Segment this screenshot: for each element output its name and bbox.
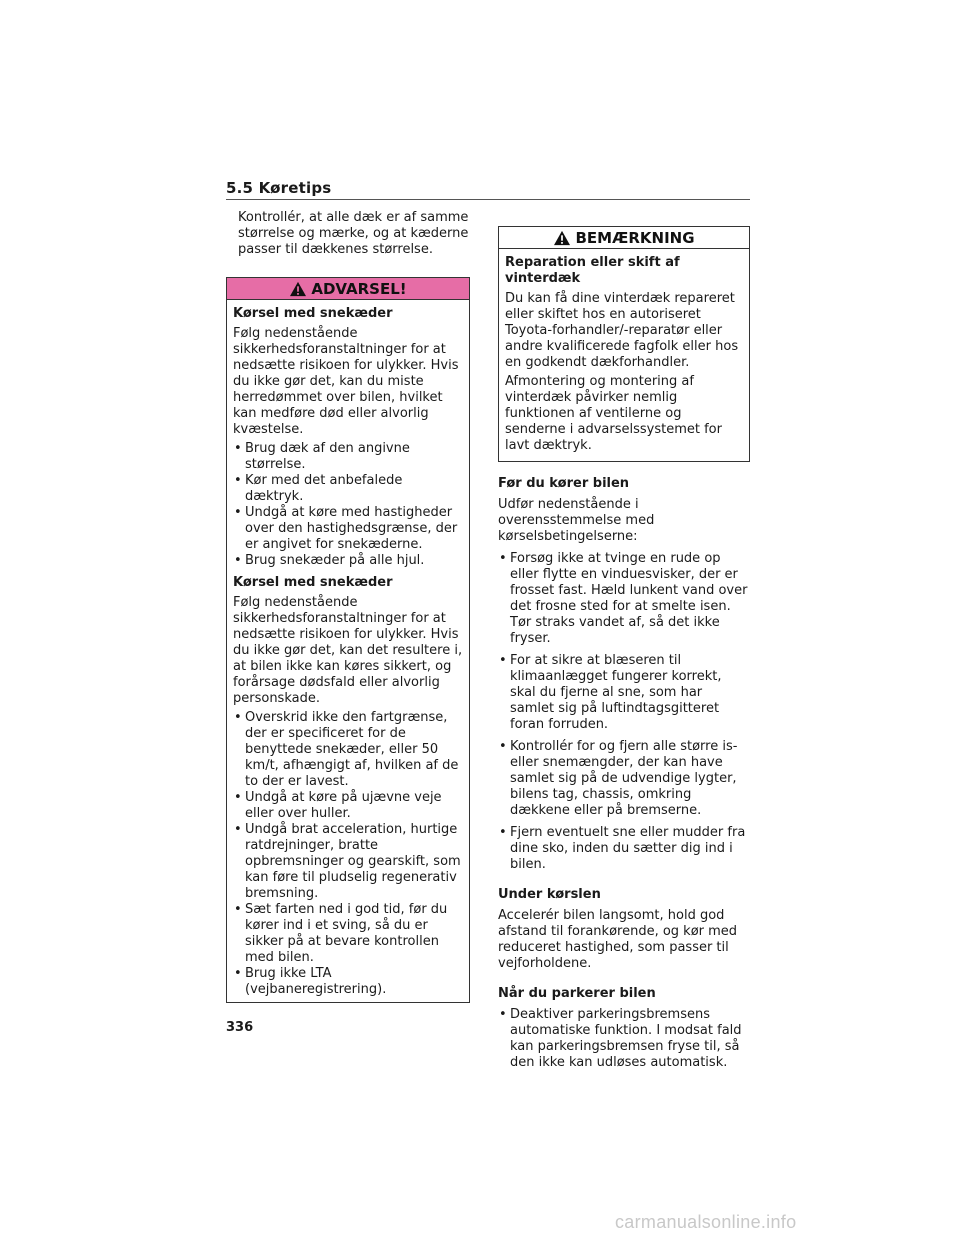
list-item: • Brug ikke LTA (vejbaneregistrering).: [233, 966, 463, 998]
list-item: • Fjern eventuelt sne eller mudder fra dine sko, inden du sætter dig ind i bilen.: [498, 825, 750, 873]
list-item: • Undgå brat acceleration, hurtige ratdrejninger, bratte opbremsninger og gearskift, som kan føre til pludselig regenerativ bremsning.: [233, 822, 463, 902]
heading-before-driving: Før du kører bilen: [498, 476, 630, 491]
list-item: • Deaktiver parkeringsbremsens automatiske funktion. I modsat fald kan parkeringsbremsen fryse til, så den ikke kan udløses automatisk.: [498, 1007, 750, 1071]
list-item: • Overskrid ikke den fartgrænse, der er specificeret for de benyttede snekæder, eller 50 km/t, afhængigt af, hvilken af de to der er lavest.: [233, 710, 463, 790]
warning-heading-2: Kørsel med snekæder: [233, 575, 393, 590]
warning-triangle-icon: [553, 230, 571, 246]
note-paragraph-2: Afmontering og montering af vinterdæk påvirker nemlig funktionen af ventilerne og senderne i advarselssystemet for lavt dæktryk.: [505, 374, 722, 453]
list-item: • Kør med det anbefalede dæktryk.: [233, 473, 463, 505]
note-body: [499, 249, 749, 461]
list-item: • Brug dæk af den angivne størrelse.: [233, 441, 463, 473]
intro-text: Kontrollér, at alle dæk er af samme størrelse og mærke, og at kæderne passer til dækkenes størrelse.: [238, 210, 469, 257]
note-title: BEMÆRKNING: [575, 228, 695, 247]
warning-header: [227, 278, 469, 300]
warning-list-2: [233, 710, 463, 998]
right-column: [498, 226, 750, 1077]
heading-while-driving: Under kørslen: [498, 887, 601, 902]
list-parking: [498, 1007, 750, 1071]
section-title: 5.5 Køretips: [226, 179, 332, 197]
warning-heading-1: Kørsel med snekæder: [233, 306, 393, 321]
note-paragraph-1: Du kan få dine vinterdæk repareret eller skiftet hos en autoriseret Toyota-forhandler/-reparatør eller andre kvalificerede fagfolk eller hos en godkendt dækforhandler.: [505, 291, 739, 370]
left-column: [226, 210, 470, 1003]
warning-list-1: [233, 441, 463, 569]
note-header: [499, 227, 749, 249]
heading-parking: Når du parkerer bilen: [498, 986, 656, 1001]
warning-paragraph-1: Følg nedenstående sikkerhedsforanstaltninger for at nedsætte risikoen for ulykker. Hvis du ikke gør det, kan du miste herredømmet over bilen, hvilket kan medføre død eller alvorlig kvæstelse.: [233, 326, 459, 437]
list-item: • Undgå at køre med hastigheder over den hastighedsgrænse, der er angivet for snekæderne.: [233, 505, 463, 553]
page-number: 336: [226, 1020, 254, 1035]
watermark: carmanualsonline.info: [615, 1212, 797, 1232]
warning-box: [226, 277, 470, 1003]
note-heading: Reparation eller skift af vinterdæk: [505, 255, 680, 286]
list-item: • For at sikre at blæseren til klimaanlægget fungerer korrekt, skal du fjerne al sne, som har samlet sig på luftindtagsgitteret foran forruden.: [498, 653, 750, 733]
paragraph-before-driving: Udfør nedenstående i overensstemmelse med kørselsbetingelserne:: [498, 497, 655, 544]
list-item: • Sæt farten ned i god tid, før du kører ind i et sving, så du er sikker på at bevare kontrollen med bilen.: [233, 902, 463, 966]
list-item: • Kontrollér for og fjern alle større is- eller snemængder, der kan have samlet sig på de udvendige lygter, bilens tag, chassis, omkring dækkene eller på bremserne.: [498, 739, 750, 819]
section-header: [226, 178, 750, 200]
list-item: • Undgå at køre på ujævne veje eller over huller.: [233, 790, 463, 822]
warning-triangle-icon: [289, 281, 307, 297]
list-before-driving: [498, 551, 750, 873]
warning-body: [227, 300, 469, 1002]
list-item: • Forsøg ikke at tvinge en rude op eller flytte en vinduesvisker, der er frosset fast. Hæld lunkent vand over det frosne sted for at smelte isen. Tør straks vandet af, så det ikke fryser.: [498, 551, 750, 647]
paragraph-while-driving: Accelerér bilen langsomt, hold god afstand til forankørende, og kør med reduceret hastighed, som passer til vejforholdene.: [498, 908, 738, 971]
warning-paragraph-2: Følg nedenstående sikkerhedsforanstaltninger for at nedsætte risikoen for ulykker. Hvis du ikke gør det, kan det resultere i, at bilen ikke kan køres sikkert, og forårsage dødsfald eller alvorlig personskade.: [233, 595, 463, 706]
list-item: • Brug snekæder på alle hjul.: [233, 553, 463, 569]
note-box: [498, 226, 750, 462]
warning-title: ADVARSEL!: [311, 279, 407, 298]
